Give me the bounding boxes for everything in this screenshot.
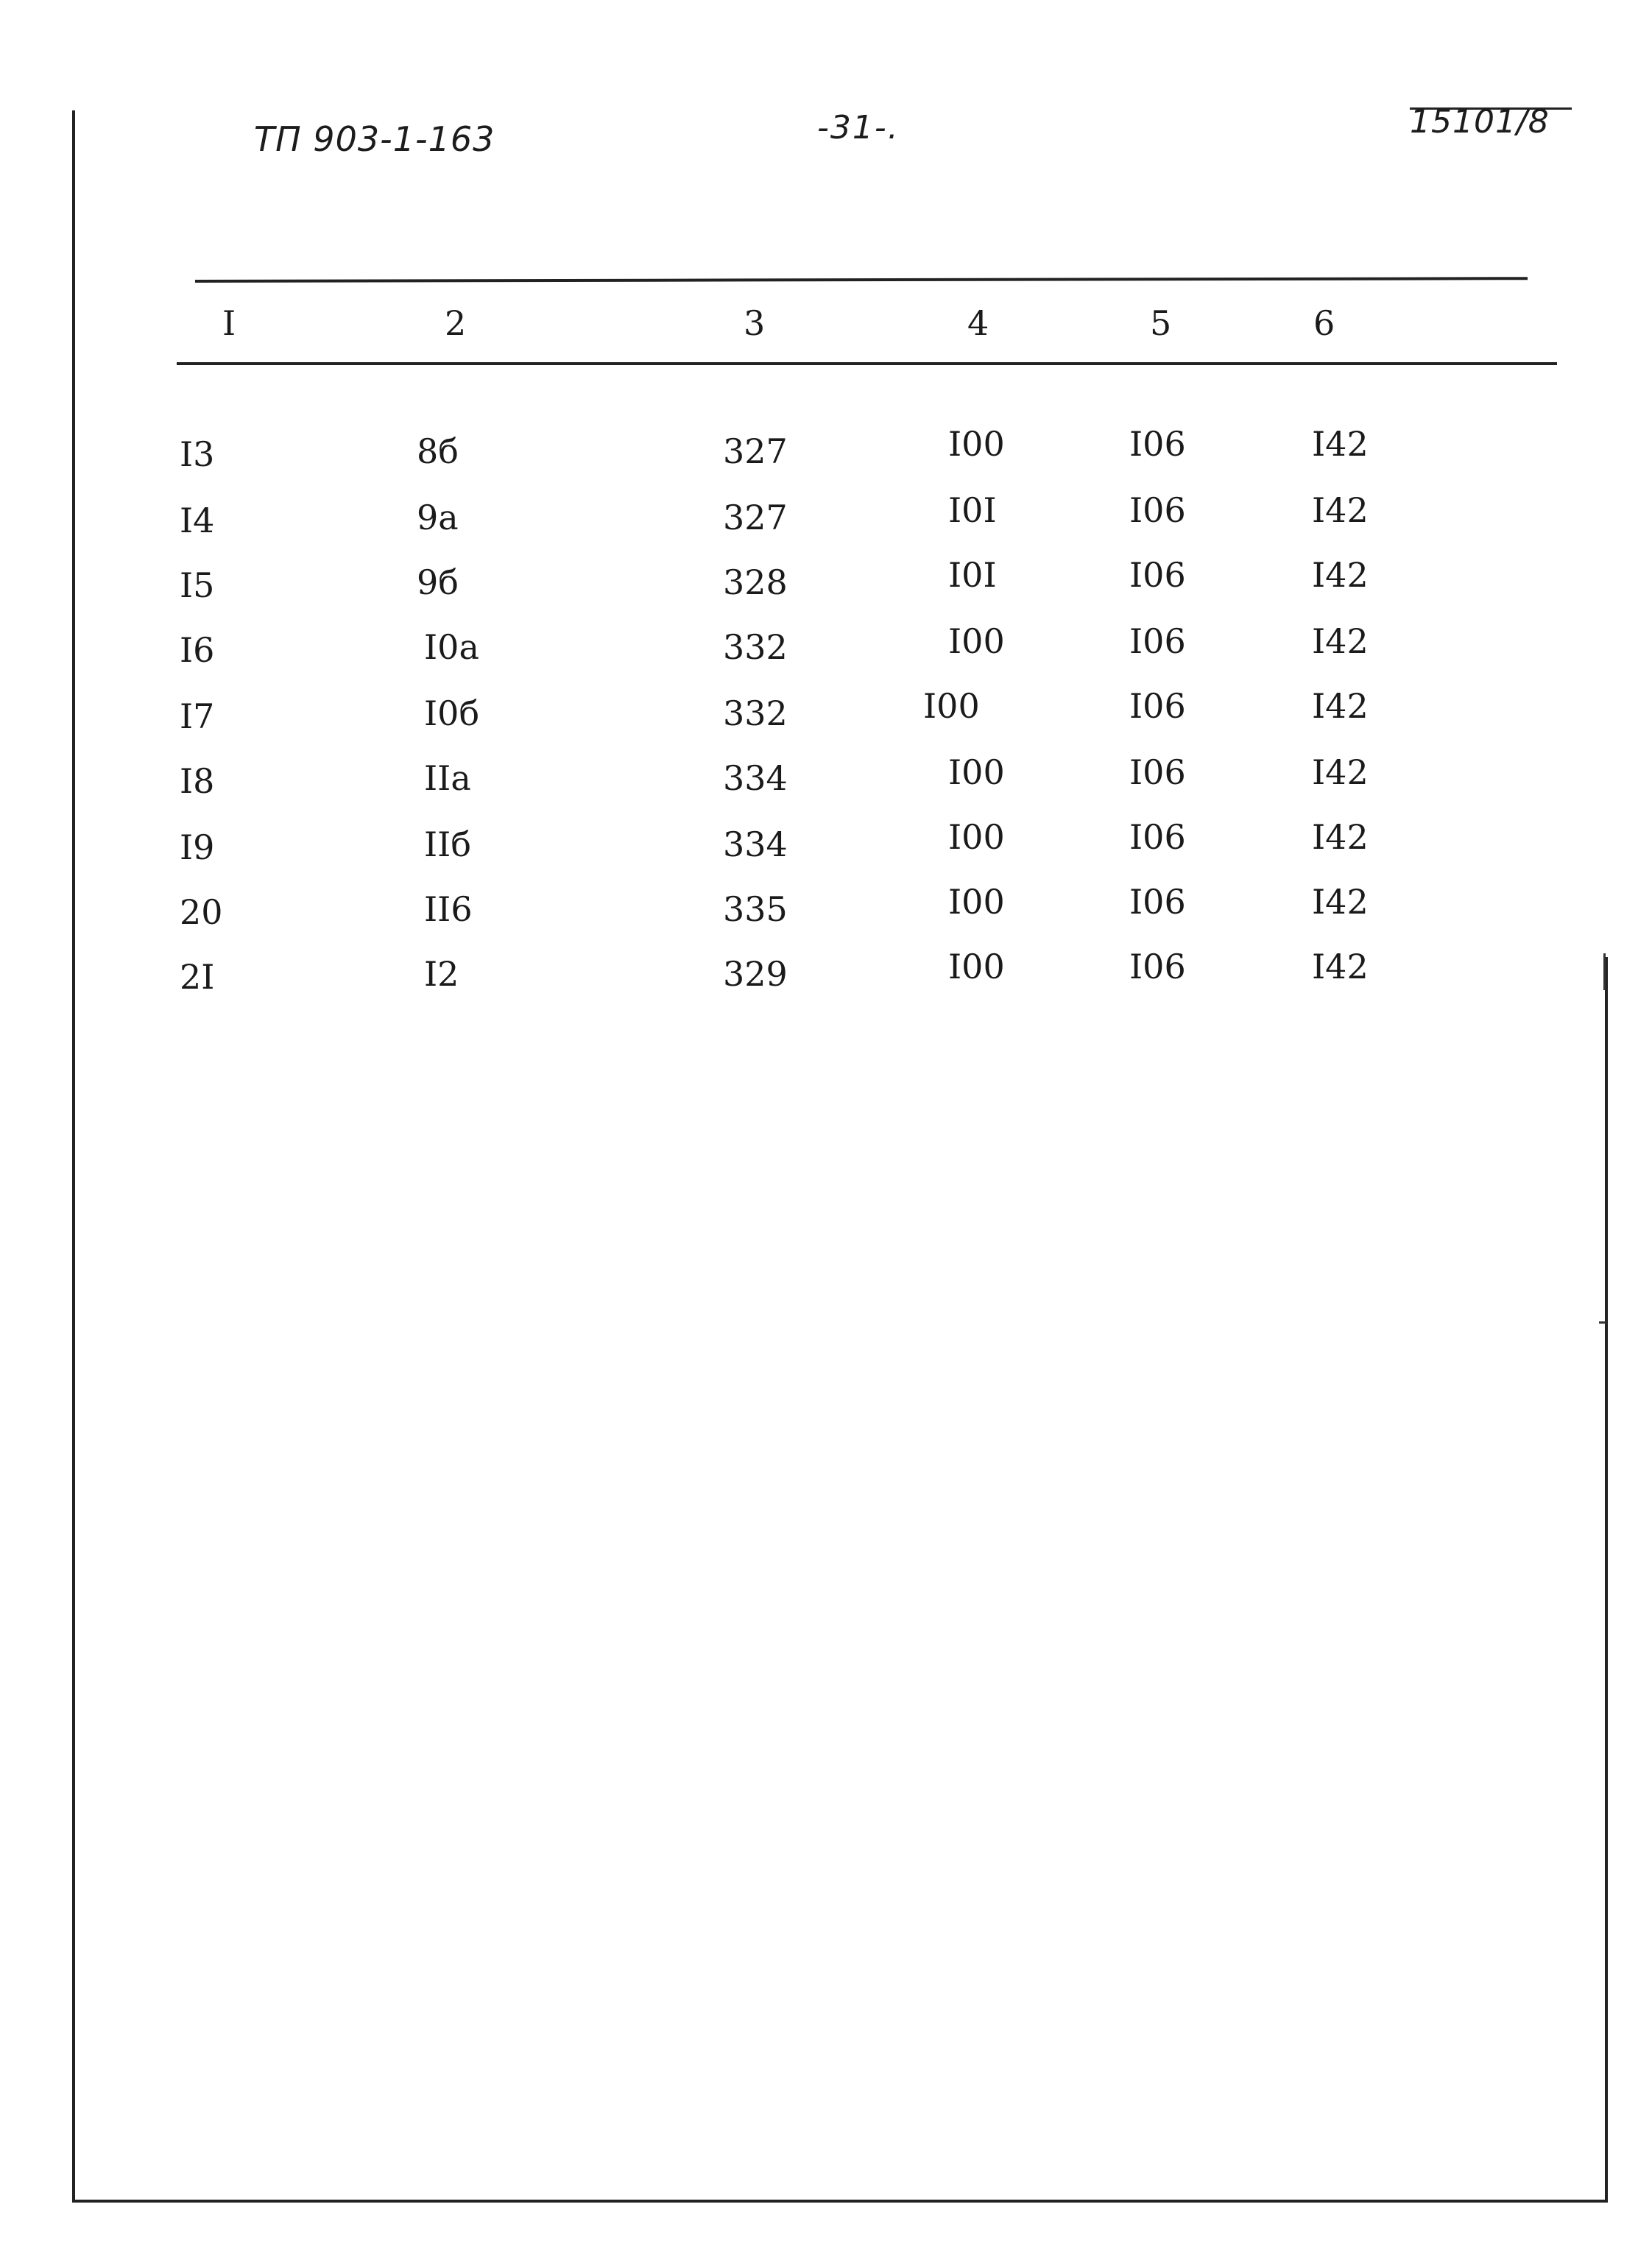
- table-cell: I06: [1129, 424, 1186, 464]
- table-cell: I42: [1312, 555, 1369, 595]
- table-cell: II6: [424, 889, 473, 929]
- table-cell: 328: [723, 562, 788, 602]
- table-cell: I00: [948, 752, 1005, 792]
- archive-number: 15101/8: [1410, 103, 1550, 141]
- table-cell: I42: [1312, 752, 1369, 792]
- table-cell: I06: [1129, 555, 1186, 595]
- table-cell: I06: [1129, 817, 1186, 857]
- table-cell: I42: [1312, 947, 1369, 986]
- column-header-1: I: [222, 303, 236, 343]
- table-cell: I0a: [424, 627, 479, 667]
- table-cell: I00: [948, 947, 1005, 986]
- table-cell: I06: [1129, 752, 1186, 792]
- table-cell: I9: [180, 827, 215, 867]
- table-cell: I42: [1312, 490, 1369, 530]
- frame-left-border: [72, 110, 75, 2203]
- table-cell: I7: [180, 696, 215, 736]
- table-cell: 327: [723, 431, 788, 471]
- table-cell: 335: [723, 889, 788, 929]
- table-cell: I6: [180, 630, 215, 670]
- frame-right-dash: [1599, 1321, 1606, 1324]
- column-header-5: 5: [1150, 303, 1172, 343]
- table-cell: I0I: [948, 490, 997, 530]
- table-cell: I42: [1312, 686, 1369, 726]
- table-cell: I00: [948, 882, 1005, 922]
- table-cell: I2: [424, 954, 459, 994]
- table-cell: 334: [723, 824, 788, 864]
- table-cell: I06: [1129, 882, 1186, 922]
- table-cell: 329: [723, 954, 788, 994]
- table-cell: 334: [723, 758, 788, 798]
- table-top-rule: [195, 277, 1528, 283]
- table-cell: 332: [723, 627, 788, 667]
- table-cell: 9a: [417, 498, 459, 537]
- table-cell: 20: [180, 892, 223, 932]
- table-cell: I0б: [424, 693, 480, 733]
- table-cell: I42: [1312, 882, 1369, 922]
- frame-bottom-border: [72, 2200, 1608, 2203]
- table-cell: I42: [1312, 424, 1369, 464]
- table-cell: 332: [723, 693, 788, 733]
- table-cell: I06: [1129, 947, 1186, 986]
- table-cell: I00: [948, 621, 1005, 661]
- column-header-2: 2: [445, 303, 467, 343]
- table-cell: I00: [948, 817, 1005, 857]
- table-cell: IIa: [424, 758, 471, 798]
- table-cell: I42: [1312, 621, 1369, 661]
- table-cell: I5: [180, 565, 215, 605]
- table-cell: 8б: [417, 431, 459, 471]
- table-cell: I42: [1312, 817, 1369, 857]
- page-number: -31-.: [817, 109, 900, 146]
- document-code: ТП 903-1-163: [254, 119, 495, 159]
- table-cell: I06: [1129, 686, 1186, 726]
- table-cell: I00: [948, 424, 1005, 464]
- table-cell: 9б: [417, 562, 459, 602]
- table-cell: I8: [180, 761, 215, 801]
- table-cell: I06: [1129, 621, 1186, 661]
- frame-right-tick: [1603, 953, 1606, 990]
- table-cell: I4: [180, 501, 215, 540]
- frame-right-border: [1605, 957, 1608, 2203]
- table-cell: I00: [923, 686, 980, 726]
- table-cell: I0I: [948, 555, 997, 595]
- table-cell: 327: [723, 498, 788, 537]
- table-cell: I06: [1129, 490, 1186, 530]
- table-cell: IIб: [424, 824, 472, 864]
- table-cell: I3: [180, 434, 215, 474]
- column-header-3: 3: [744, 303, 766, 343]
- table-header-rule: [177, 362, 1557, 365]
- column-header-4: 4: [967, 303, 989, 343]
- column-header-6: 6: [1313, 303, 1335, 343]
- table-cell: 2I: [180, 957, 215, 997]
